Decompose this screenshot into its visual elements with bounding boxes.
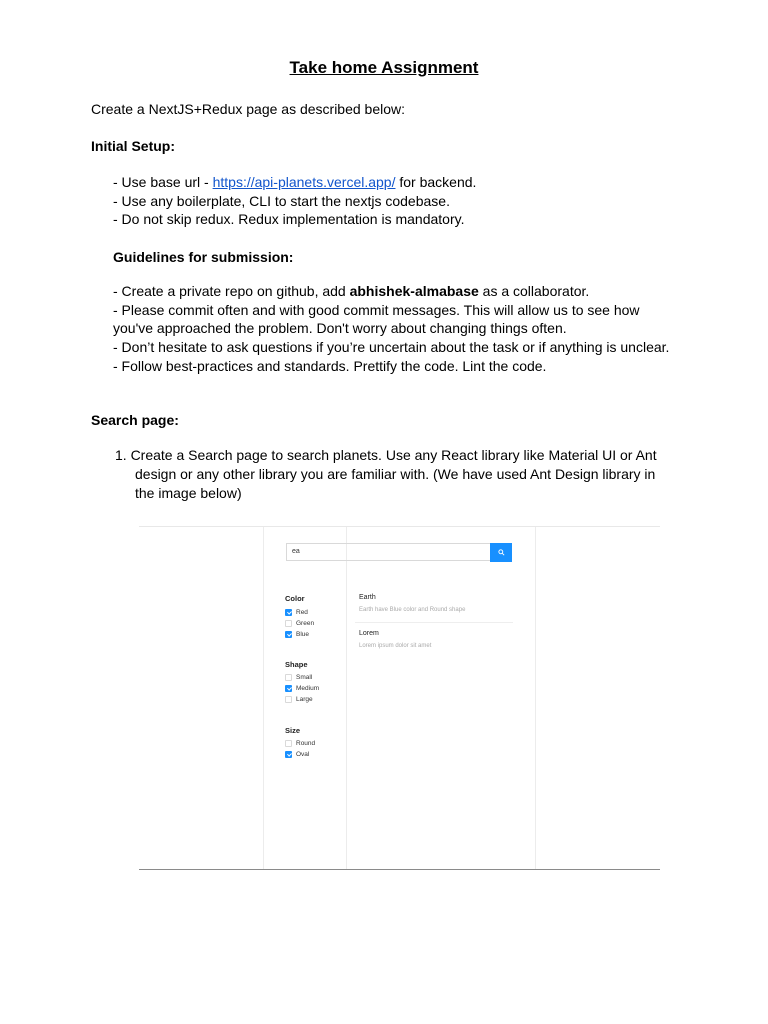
search-page-heading: Search page: xyxy=(91,412,179,428)
divider xyxy=(346,527,347,869)
guideline-line-4: - Follow best-practices and standards. Prettify the code. Lint the code. xyxy=(113,358,547,374)
search-button[interactable] xyxy=(490,543,512,562)
result-title[interactable]: Earth xyxy=(359,594,376,601)
guideline-line-1: - Create a private repo on github, add abhishek-almabase as a collaborator. xyxy=(113,283,590,299)
filter-shape-large[interactable]: Large xyxy=(285,695,313,704)
search-input[interactable]: ea xyxy=(286,543,490,561)
checkbox[interactable] xyxy=(285,696,292,703)
base-url-link[interactable]: https://api-planets.vercel.app/ xyxy=(212,174,396,190)
example-screenshot xyxy=(139,526,660,870)
setup-line-3: - Do not skip redux. Redux implementation is mandatory. xyxy=(113,211,465,227)
guidelines-heading: Guidelines for submission: xyxy=(113,249,294,265)
search-item-line-2: design or any other library you are familiar with. (We have used Ant Design library in xyxy=(135,466,656,482)
result-description: Lorem ipsum dolor sit amet xyxy=(359,643,432,649)
filter-size-round[interactable]: Round xyxy=(285,739,315,748)
filter-shape-title: Shape xyxy=(285,660,308,669)
checkbox[interactable] xyxy=(285,620,292,627)
checkbox[interactable] xyxy=(285,609,292,616)
divider xyxy=(263,527,264,869)
filter-color-title: Color xyxy=(285,594,305,603)
checkbox[interactable] xyxy=(285,685,292,692)
filter-color-red[interactable]: Red xyxy=(285,608,308,617)
intro-text: Create a NextJS+Redux page as described below: xyxy=(91,101,406,117)
filter-shape-medium[interactable]: Medium xyxy=(285,684,319,693)
filter-color-green[interactable]: Green xyxy=(285,619,314,628)
filter-size-title: Size xyxy=(285,726,301,735)
checkbox[interactable] xyxy=(285,674,292,681)
search-item-line-1: 1. Create a Search page to search planets. Use any React library like Material UI or Ant xyxy=(115,447,657,463)
divider xyxy=(535,527,536,869)
filter-shape-small[interactable]: Small xyxy=(285,673,312,682)
setup-line-1: - Use base url - https://api-planets.vercel.app/ for backend. xyxy=(113,174,477,190)
filter-color-blue[interactable]: Blue xyxy=(285,630,309,639)
initial-setup-heading: Initial Setup: xyxy=(91,138,175,154)
collaborator-name: abhishek-almabase xyxy=(349,283,479,299)
setup-line-2: - Use any boilerplate, CLI to start the nextjs codebase. xyxy=(113,193,450,209)
result-title[interactable]: Lorem xyxy=(359,630,379,637)
checkbox[interactable] xyxy=(285,740,292,747)
guideline-line-2b: you've approached the problem. Don't worry about changing things often. xyxy=(113,320,567,336)
search-item-line-3: the image below) xyxy=(135,485,242,501)
page-title: Take home Assignment xyxy=(289,58,479,77)
guideline-line-3: - Don’t hesitate to ask questions if you’re uncertain about the task or if anything is unclear. xyxy=(113,339,670,355)
filter-size-oval[interactable]: Oval xyxy=(285,750,309,759)
guideline-line-2a: - Please commit often and with good commit messages. This will allow us to see how xyxy=(113,302,640,318)
result-divider xyxy=(355,622,513,623)
result-description: Earth have Blue color and Round shape xyxy=(359,607,466,613)
search-icon xyxy=(498,549,505,556)
checkbox[interactable] xyxy=(285,631,292,638)
checkbox[interactable] xyxy=(285,751,292,758)
